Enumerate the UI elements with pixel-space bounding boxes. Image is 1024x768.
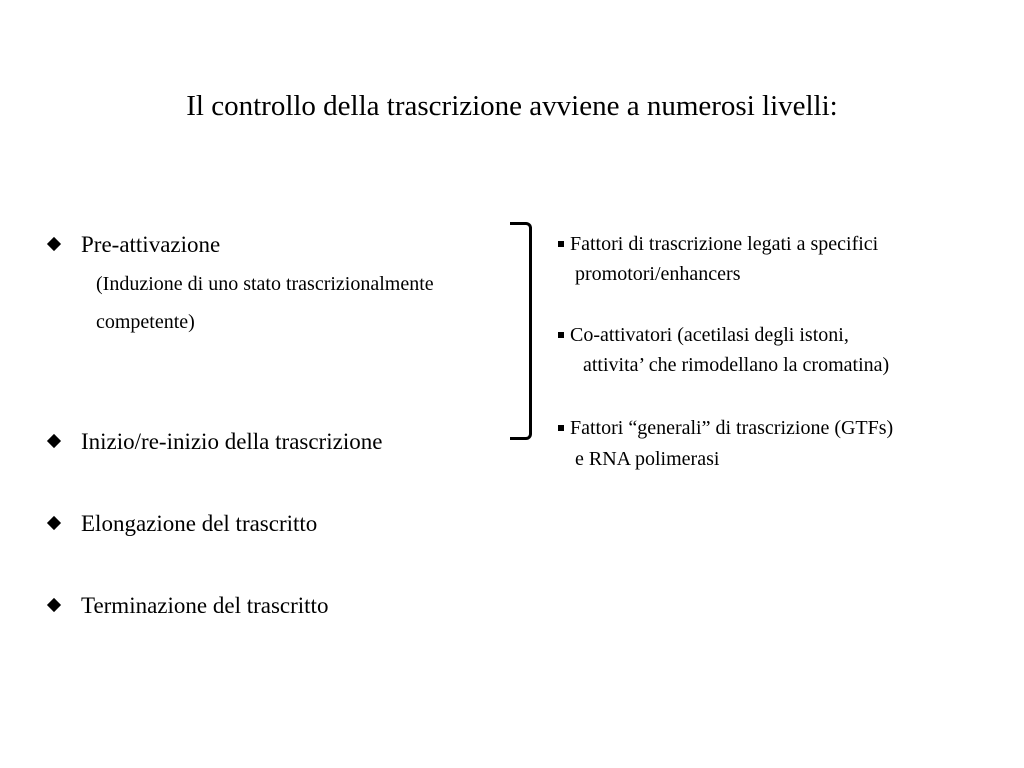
square-bullet-icon (558, 241, 564, 247)
factor-item-general (558, 413, 893, 443)
factor-item-line-2: attivita’ che rimodellano la cromatina) (583, 354, 890, 376)
list-item-label: Elongazione del trascritto (81, 511, 318, 536)
factor-item-coactivators (558, 320, 849, 350)
diamond-bullet-icon (47, 598, 61, 612)
factor-item-line-1: Fattori “generali” di trascrizione (GTFs) (570, 417, 894, 439)
list-item-label: Inizio/re-inizio della trascrizione (81, 429, 383, 454)
factor-item-line-1: Fattori di trascrizione legati a specifici (570, 233, 879, 255)
factor-item-specific (558, 229, 878, 259)
list-item-label: Pre-attivazione (81, 232, 221, 257)
square-bullet-icon (558, 425, 564, 431)
list-item-note-line-1: (Induzione di uno stato trascrizionalmente (96, 273, 434, 295)
diamond-bullet-icon (47, 237, 61, 251)
list-item-initiation (46, 427, 382, 457)
right-bracket-icon (510, 222, 532, 440)
square-bullet-icon (558, 332, 564, 338)
list-item-termination (46, 591, 328, 621)
diamond-bullet-icon (47, 434, 61, 448)
factor-item-line-1: Co-attivatori (acetilasi degli istoni, (570, 324, 849, 346)
list-item-pre-activation (46, 230, 220, 260)
list-item-elongation (46, 509, 317, 539)
list-item-label: Terminazione del trascritto (81, 593, 329, 618)
slide-title: Il controllo della trascrizione avviene a numerosi livelli: (186, 90, 838, 122)
list-item-note-line-2: competente) (96, 311, 195, 333)
diamond-bullet-icon (47, 516, 61, 530)
factor-item-line-2: promotori/enhancers (575, 263, 741, 285)
factor-item-line-2: e RNA polimerasi (575, 448, 720, 470)
